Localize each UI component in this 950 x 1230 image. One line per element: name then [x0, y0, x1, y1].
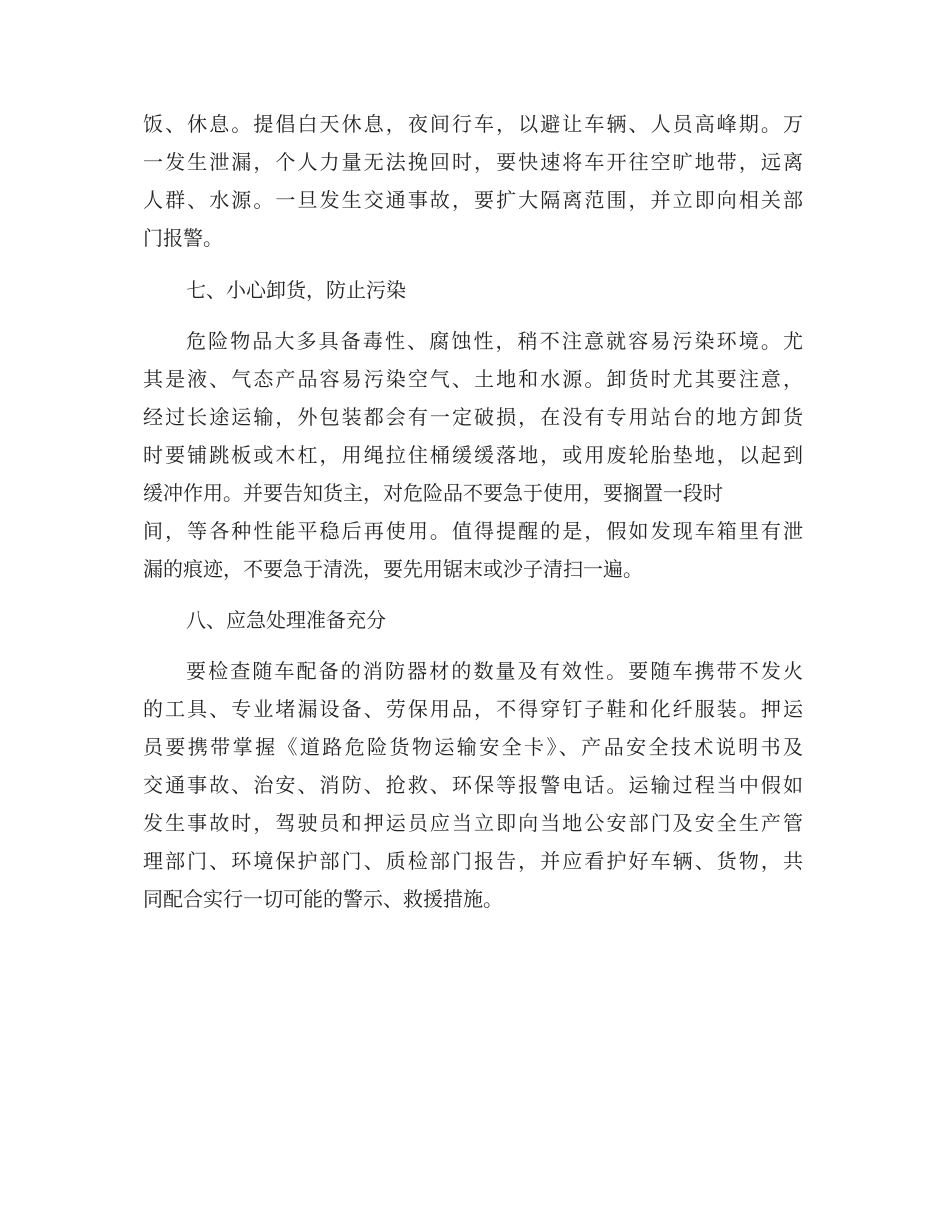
paragraph-line: 员要携带掌握《道路危险货物运输安全卡》、产品安全技术说明书及 — [143, 735, 803, 759]
paragraph-line: 交通事故、治安、消防、抢救、环保等报警电话。运输过程当中假如 — [143, 773, 803, 797]
paragraph-line: 饭、休息。提倡白天休息，夜间行车，以避让车辆、人员高峰期。万 — [143, 112, 803, 136]
paragraph-line: 经过长途运输，外包装都会有一定破损，在没有专用站台的地方卸货 — [143, 405, 803, 429]
paragraph-line: 漏的痕迹，不要急于清洗，要先用锯末或沙子清扫一遍。 — [143, 557, 643, 581]
paragraph-line: 危险物品大多具备毒性、腐蚀性，稍不注意就容易污染环境。尤 — [186, 329, 803, 353]
paragraph-line: 间，等各种性能平稳后再使用。值得提醒的是，假如发现车箱里有泄 — [143, 519, 803, 543]
paragraph-line: 缓冲作用。并要告知货主，对危险品不要急于使用，要搁置一段时 — [143, 481, 723, 505]
paragraph-line: 要检查随车配备的消防器材的数量及有效性。要随车携带不发火 — [186, 659, 803, 683]
paragraph-line: 其是液、气态产品容易污染空气、土地和水源。卸货时尤其要注意， — [143, 367, 803, 391]
paragraph-line: 一发生泄漏，个人力量无法挽回时，要快速将车开往空旷地带，远离 — [143, 150, 803, 174]
paragraph-line: 理部门、环境保护部门、质检部门报告，并应看护好车辆、货物，共 — [143, 849, 803, 873]
paragraph-line: 时要铺跳板或木杠，用绳拉住桶缓缓落地，或用废轮胎垫地，以起到 — [143, 443, 803, 467]
section-heading-7: 七、小心卸货，防止污染 — [186, 278, 406, 302]
section-heading-8: 八、应急处理准备充分 — [186, 608, 386, 632]
paragraph-line: 同配合实行一切可能的警示、救援措施。 — [143, 887, 503, 911]
paragraph-line: 人群、水源。一旦发生交通事故，要扩大隔离范围，并立即向相关部 — [143, 188, 803, 212]
paragraph-line: 的工具、专业堵漏设备、劳保用品，不得穿钉子鞋和化纤服装。押运 — [143, 697, 803, 721]
paragraph-line: 门报警。 — [143, 226, 223, 250]
paragraph-line: 发生事故时，驾驶员和押运员应当立即向当地公安部门及安全生产管 — [143, 811, 803, 835]
